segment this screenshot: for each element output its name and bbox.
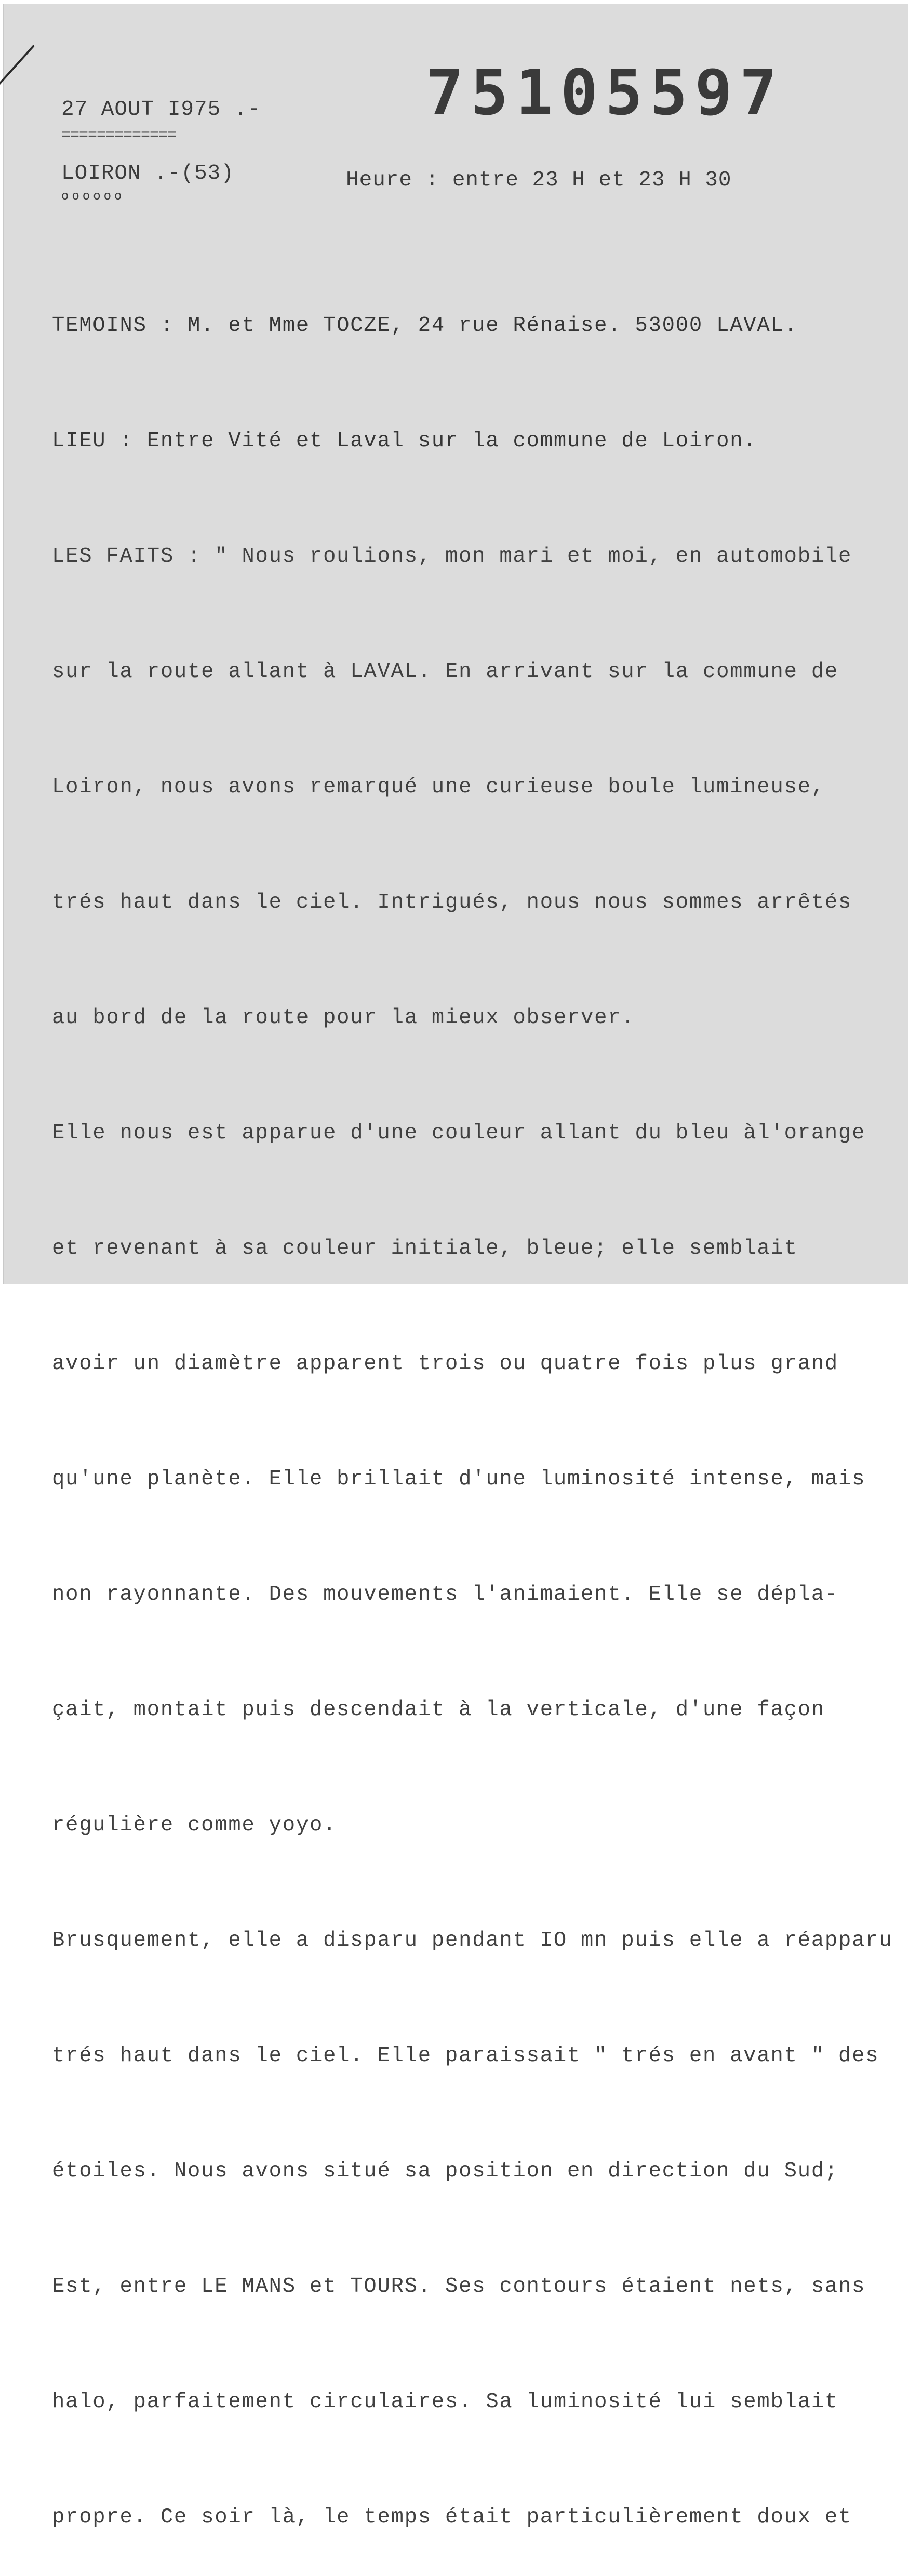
document-page: [3, 4, 908, 2529]
text-line: non rayonnante. Des mouvements l'animaient. Elle se dépla-: [52, 1583, 839, 1606]
text-line: Loiron, nous avons remarqué une curieuse boule lumineuse,: [52, 775, 825, 799]
text-line: qu'une planète. Elle brillait d'une luminosité intense, mais: [52, 1467, 866, 1491]
report-body: [52, 230, 904, 2576]
text-line: Elle nous est apparue d'une couleur allant du bleu àl'orange: [52, 1121, 866, 1145]
report-date: 27 AOUT I975 .-: [61, 98, 261, 122]
text-line: Est, entre LE MANS et TOURS. Ses contours étaient nets, sans: [52, 2275, 866, 2299]
date-underline: =============: [61, 127, 177, 144]
text-line: sur la route allant à LAVAL. En arrivant sur la commune de: [52, 660, 839, 684]
sighting-hour: Heure : entre 23 H et 23 H 30: [346, 168, 732, 192]
text-line: trés haut dans le ciel. Intrigués, nous nous sommes arrêtés: [52, 891, 852, 914]
handwritten-slash-mark: [0, 45, 35, 92]
witnesses-line: TEMOINS : M. et Mme TOCZE, 24 rue Rénaise. 53000 LAVAL.: [52, 314, 798, 338]
place-name: LOIRON .-(53): [61, 162, 234, 185]
text-line: étoiles. Nous avons situé sa position en direction du Sud;: [52, 2159, 839, 2183]
text-line: propre. Ce soir là, le temps était particulièrement doux et: [52, 2505, 852, 2529]
text-line: et revenant à sa couleur initiale, bleue; elle semblait: [52, 1237, 798, 1260]
text-line: régulière comme yoyo.: [52, 1813, 337, 1837]
text-line: trés haut dans le ciel. Elle paraissait " trés en avant " des: [52, 2044, 879, 2068]
text-line: Brusquement, elle a disparu pendant IO mn puis elle a réapparu: [52, 1929, 893, 1953]
text-line: avoir un diamètre apparent trois ou quatre fois plus grand: [52, 1352, 839, 1376]
location-line: LIEU : Entre Vité et Laval sur la commune de Loiron.: [52, 429, 757, 453]
document-number: 75105597: [426, 57, 784, 129]
facts-line: LES FAITS : " Nous roulions, mon mari et moi, en automobile: [52, 545, 852, 568]
text-line: au bord de la route pour la mieux observer.: [52, 1006, 635, 1030]
place-underline: oooooo: [61, 190, 125, 204]
text-line: halo, parfaitement circulaires. Sa luminosité lui semblait: [52, 2390, 839, 2414]
text-line: çait, montait puis descendait à la verticale, d'une façon: [52, 1698, 825, 1722]
